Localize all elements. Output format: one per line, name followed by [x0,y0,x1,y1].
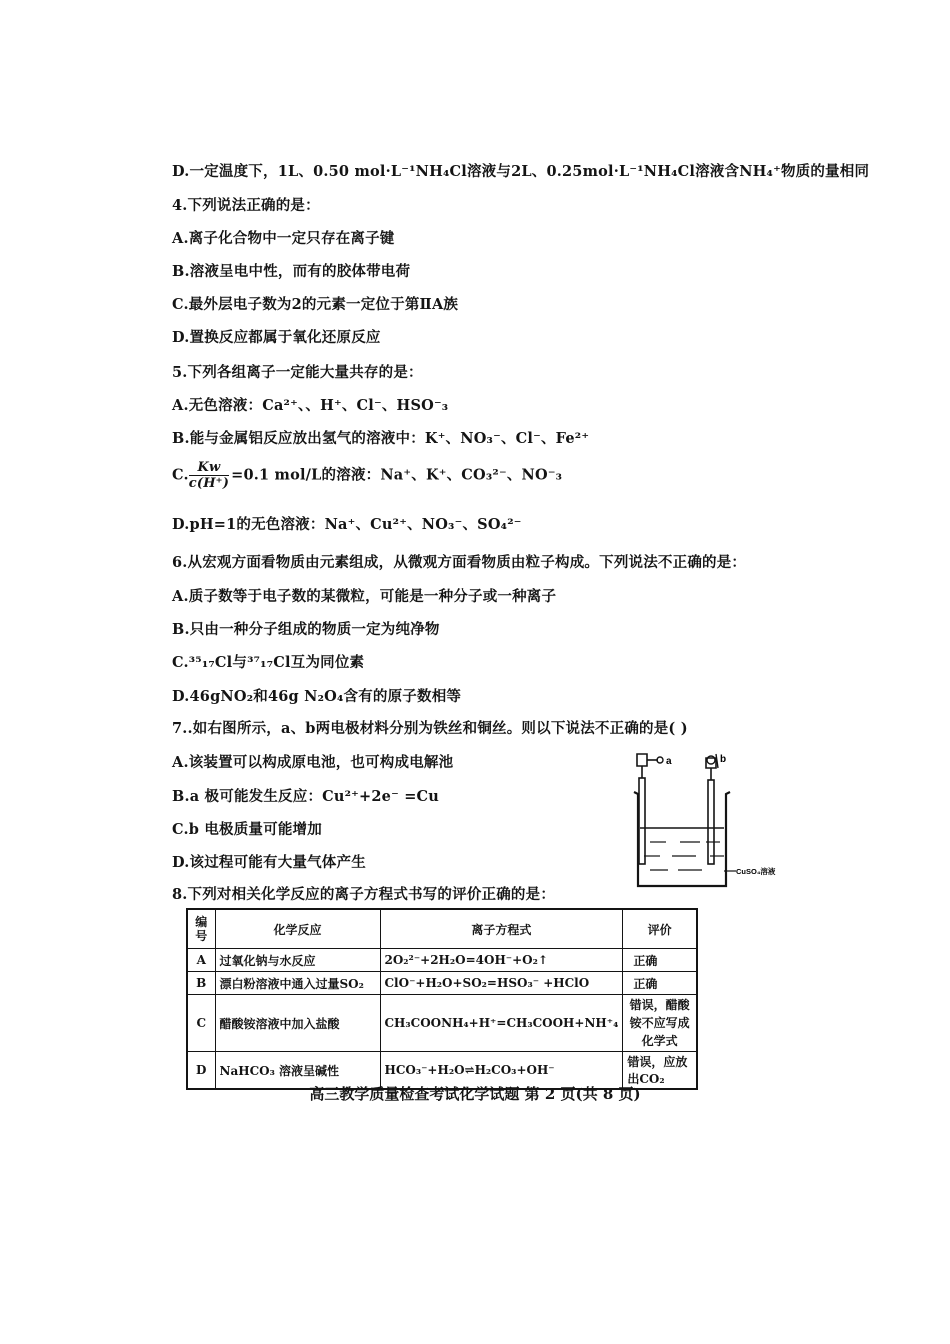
row-evaluation: 错误，醋酸铵不应写成化学式 [623,995,697,1052]
row-id: C [187,995,215,1052]
q5c-prefix: C. [172,466,189,484]
row-equation: CH₃COONH₄+H⁺=CH₃COOH+NH⁺₄ [380,995,623,1052]
q7-option-a: A.该装置可以构成原电池，也可构成电解池 [172,754,454,771]
clamp-a [637,754,647,766]
row-evaluation: 错误，应放出CO₂ [623,1052,697,1090]
table-header-row [187,909,697,949]
q4-option-a: A.离子化合物中一定只存在离子键 [172,230,395,247]
q3-option-d: D.一定温度下，1L、0.50 mol·L⁻¹NH₄Cl溶液与2L、0.25mol·L⁻¹NH₄Cl溶液含NH₄⁺物质的量相同 [172,163,870,180]
q4-option-c: C.最外层电子数为2的元素一定位于第ⅡA族 [172,296,459,313]
electrode-a [639,778,645,864]
q7-option-c: C.b 电极质量可能增加 [172,821,322,838]
q5-option-c [172,460,562,504]
label-a: a [666,756,672,767]
q6-option-c: C.³⁵₁₇Cl与³⁷₁₇Cl互为同位素 [172,654,365,671]
table-row [187,949,697,972]
question-5-stem: 5.下列各组离子一定能大量共存的是： [172,364,423,381]
beaker-outline [634,792,730,886]
fraction-numerator: Kw [189,460,229,476]
row-id: A [187,949,215,972]
electrode-beaker-diagram [620,748,820,898]
header-id: 编号 [187,909,215,949]
row-reaction: NaHCO₃ 溶液呈碱性 [215,1052,380,1090]
q7-option-d: D.该过程可能有大量气体产生 [172,854,366,871]
kw-fraction [189,460,229,491]
q7-option-b: B.a 极可能发生反应：Cu²⁺+2e⁻ =Cu [172,788,440,805]
row-id: D [187,1052,215,1090]
question-8-stem: 8.下列对相关化学反应的离子方程式书写的评价正确的是： [172,886,556,903]
row-equation: HCO₃⁻+H₂O⇌H₂CO₃+OH⁻ [380,1052,623,1090]
row-equation: 2O₂²⁻+2H₂O=4OH⁻+O₂↑ [380,949,623,972]
header-reaction: 化学反应 [215,909,380,949]
row-id: B [187,972,215,995]
header-evaluation: 评价 [623,909,697,949]
q5c-rest: =0.1 mol/L的溶液：Na⁺、K⁺、CO₃²⁻、NO⁻₃ [231,466,563,484]
electrode-b [708,780,714,864]
question-7-stem: 7..如右图所示，a、b两电极材料分别为铁丝和铜丝。则以下说法不正确的是( ) [172,720,688,737]
q6-option-b: B.只由一种分子组成的物质一定为纯净物 [172,621,440,638]
row-evaluation: 正确 [623,972,697,995]
row-reaction: 醋酸铵溶液中加入盐酸 [215,995,380,1052]
q4-option-d: D.置换反应都属于氧化还原反应 [172,329,381,346]
q5-option-b: B.能与金属铝反应放出氢气的溶液中：K⁺、NO₃⁻、Cl⁻、Fe²⁺ [172,430,590,447]
row-reaction: 漂白粉溶液中通入过量SO₂ [215,972,380,995]
row-equation: ClO⁻+H₂O+SO₂=HSO₃⁻ +HClO [380,972,623,995]
q4-option-b: B.溶液呈电中性，而有的胶体带电荷 [172,263,411,280]
solution-label: CuSO₄溶液 [736,867,776,876]
table-row [187,972,697,995]
row-evaluation: 正确 [623,949,697,972]
row-reaction: 过氧化钠与水反应 [215,949,380,972]
question-4-stem: 4.下列说法正确的是： [172,197,320,214]
q5-option-a: A.无色溶液：Ca²⁺、、H⁺、Cl⁻、HSO⁻₃ [172,397,449,414]
q6-option-d: D.46gNO₂和46g N₂O₄含有的原子数相等 [172,688,462,705]
evaluation-table [186,908,698,1090]
fraction-denominator: c(H⁺) [188,476,230,491]
label-b: b [720,754,727,765]
header-equation: 离子方程式 [380,909,623,949]
q6-option-a: A.质子数等于电子数的某微粒，可能是一种分子或一种离子 [172,588,557,605]
question-6-stem: 6.从宏观方面看物质由元素组成，从微观方面看物质由粒子构成。下列说法不正确的是： [172,554,747,571]
page-footer: 高三教学质量检查考试化学试题 第 2 页(共 8 页) [309,1085,641,1103]
q5-option-d: D.pH=1的无色溶液：Na⁺、Cu²⁺、NO₃⁻、SO₄²⁻ [172,516,522,533]
table-row [187,995,697,1052]
